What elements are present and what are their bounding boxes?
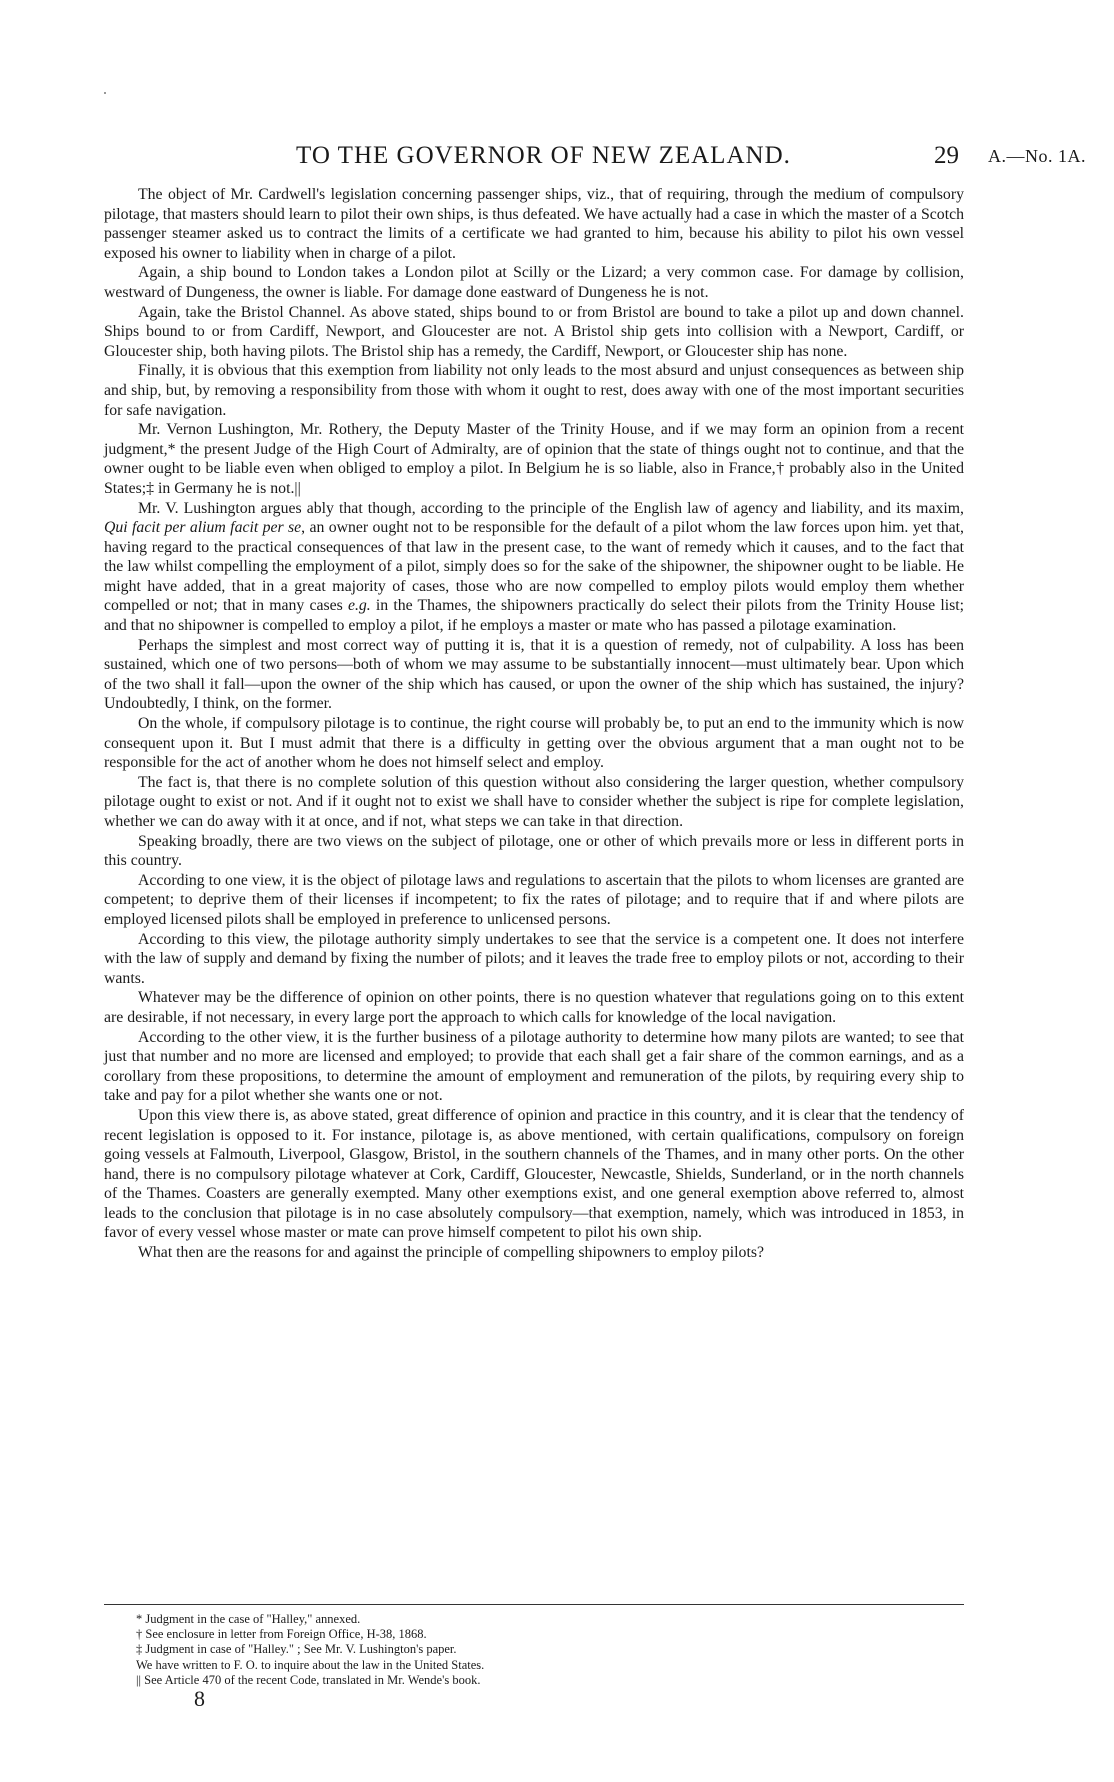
latin-maxim: Qui facit per alium facit per se bbox=[104, 519, 302, 537]
page-number: 29 bbox=[934, 142, 959, 169]
paragraph: Perhaps the simplest and most correct way of putting it is, that it is a question of remedy, not of culpability. A loss has been sustained, which one of two persons—both of whom we may assume to be substantially innocent—must ultimately bear. Upon which of the two shall it fall—upon the owner of the ship which has caused, or upon the owner of the ship which has sustained, the injury? Undoubtedly, I think, on the former. bbox=[104, 636, 964, 713]
text-run: Mr. V. Lushington argues ably that though, according to the principle of the English law of agency and liability, and its maxim, bbox=[138, 499, 964, 517]
paragraph: According to the other view, it is the further business of a pilotage authority to determine how many pilots are wanted; to see that just that number and no more are licensed and employed; to provide that each shall get a fair share of the common earnings, and as a corollary from these propositions, to determine the amount of employment and remuneration of the pilots, by requiring every ship to take and pay for a pilot whether she wants one or not. bbox=[104, 1028, 964, 1105]
paragraph: According to this view, the pilotage authority simply undertakes to see that the service is a competent one. It does not interfere with the law of supply and demand by fixing the number of pilots; and it leaves the trade free to employ pilots or not, according to their wants. bbox=[104, 930, 964, 987]
text-run: in the Thames, the shipowners practically do select their pilots from the Trinity House list; and that no shipowner is compelled to employ a pilot, if he employs a master or mate who has passed a pilotage examination. bbox=[104, 597, 965, 635]
paragraph: The fact is, that there is no complete solution of this question without also considering the larger question, whether compulsory pilotage ought to exist or not. And if it ought not to exist we shall have to consider whether the subject is ripe for complete legislation, whether we can do away with it at once, and if not, what steps we can take in that direction. bbox=[104, 773, 964, 830]
signature-mark: 8 bbox=[194, 1686, 205, 1711]
footnote: We have written to F. O. to inquire about the law in the United States. bbox=[136, 1657, 485, 1672]
body-text bbox=[104, 185, 964, 1263]
running-title: TO THE GOVERNOR OF NEW ZEALAND. bbox=[296, 142, 791, 169]
footnotes bbox=[136, 1612, 896, 1688]
paragraph: Whatever may be the difference of opinion on other points, there is no question whatever that regulations going on to this extent are desirable, if not necessary, in every large port the approach to which calls for knowledge of the local navigation. bbox=[104, 989, 964, 1026]
paragraph: Again, a ship bound to London takes a London pilot at Scilly or the Lizard; a very common case. For damage by collision, westward of Dungeness, the owner is liable. For damage done eastward of Dungeness he is not. bbox=[104, 264, 964, 301]
paragraph: What then are the reasons for and against the principle of compelling shipowners to employ pilots? bbox=[138, 1244, 764, 1262]
paragraph-lushington-argument bbox=[104, 499, 964, 636]
paragraph: Upon this view there is, as above stated, great difference of opinion and practice in this country, and it is clear that the tendency of recent legislation is opposed to it. For instance, pilotage is, as above mentioned, with certain qualifications, compulsory on foreign going vessels at Falmouth, Liverpool, Glasgow, Bristol, in the southern channels of the Thames, and in many other ports. On the other hand, there is no compulsory pilotage whatever at Cork, Cardiff, Gloucester, Newcastle, Shields, Sunderland, or in the north channels of the Thames. Coasters are generally exempted. Many other exemptions exist, and one general exemption above referred to, almost leads to the conclusion that pilotage is in no case absolutely compulsory—that exemption, namely, which was introduced in 1853, in favor of every vessel whose master or mate can prove himself competent to pilot his own ship. bbox=[104, 1106, 964, 1242]
paragraph: Mr. Vernon Lushington, Mr. Rothery, the Deputy Master of the Trinity House, and if we may form an opinion from a recent judgment,* the present Judge of the High Court of Admiralty, are of opinion that the state of things ought not to continue, and that the owner ought to be liable even when obliged to employ a pilot. In Belgium he is so liable, also in France,† probably also in the United States;‡ in Germany he is not.|| bbox=[104, 421, 964, 497]
footnote: ‡ Judgment in case of "Halley." ; See Mr. V. Lushington's paper. bbox=[136, 1642, 457, 1657]
footnote: † See enclosure in letter from Foreign Office, H-38, 1868. bbox=[136, 1627, 427, 1642]
paragraph: On the whole, if compulsory pilotage is to continue, the right course will probably be, to put an end to the immunity which is now consequent upon it. But I must admit that there is a difficulty in getting over the obvious argument that a man ought not to be responsible for the act of another whom he does not himself select and employ. bbox=[104, 715, 964, 772]
ink-speck bbox=[104, 92, 106, 94]
text-run: , an owner ought not to be responsible for the default of a pilot whom the law forces upon him. yet that, having regard to the practical consequences of that law in the present case, to the want of remedy which it causes, and to the fact that the law whilst compelling the employment of a pilot, simply does so for the sake of the shipowner, the shipowner ought to be liable. He might have added, that in a great majority of cases, those who are now compelled to employ pilots would employ them whether compelled or not; that in many cases bbox=[104, 519, 964, 615]
paragraph: Speaking broadly, there are two views on the subject of pilotage, one or other of which prevails more or less in different ports in this country. bbox=[104, 832, 964, 870]
paragraph: According to one view, it is the object of pilotage laws and regulations to ascertain that the pilots to whom licenses are granted are competent; to deprive them of their licenses if incompetent; to fix the rates of pilotage; and to require that if and where pilots are employed licensed pilots shall be employed in preference to unlicensed persons. bbox=[104, 871, 964, 928]
paragraph: The object of Mr. Cardwell's legislation concerning passenger ships, viz., that of requiring, through the medium of compulsory pilotage, that masters should learn to pilot their own ships, is thus defeated. We have actually had a case in which the master of a Scotch passenger steamer asked us to contract the limits of a certificate we had granted to him, because his ability to pilot his own vessel exposed his owner to liability when in charge of a pilot. bbox=[104, 186, 965, 262]
page-header bbox=[0, 142, 1114, 176]
footnote-rule bbox=[104, 1604, 964, 1605]
abbreviation: e.g. bbox=[347, 597, 371, 615]
paragraph: Finally, it is obvious that this exemption from liability not only leads to the most absurd and unjust consequences as between ship and ship, but, by removing a responsibility from those with whom it ought to rest, does away with one of the most important securities for safe navigation. bbox=[104, 362, 964, 419]
document-reference: A.—No. 1A. bbox=[988, 146, 1086, 166]
footnote: || See Article 470 of the recent Code, translated in Mr. Wende's book. bbox=[136, 1672, 481, 1687]
paragraph: Again, take the Bristol Channel. As above stated, ships bound to or from Bristol are bound to take a pilot up and down channel. Ships bound to or from Cardiff, Newport, and Gloucester are not. A Bristol ship gets into collision with a Newport, Cardiff, or Gloucester ship, both having pilots. The Bristol ship has a remedy, the Cardiff, Newport, or Gloucester ship has none. bbox=[104, 303, 964, 360]
footnote: * Judgment in the case of "Halley," annexed. bbox=[136, 1612, 361, 1626]
